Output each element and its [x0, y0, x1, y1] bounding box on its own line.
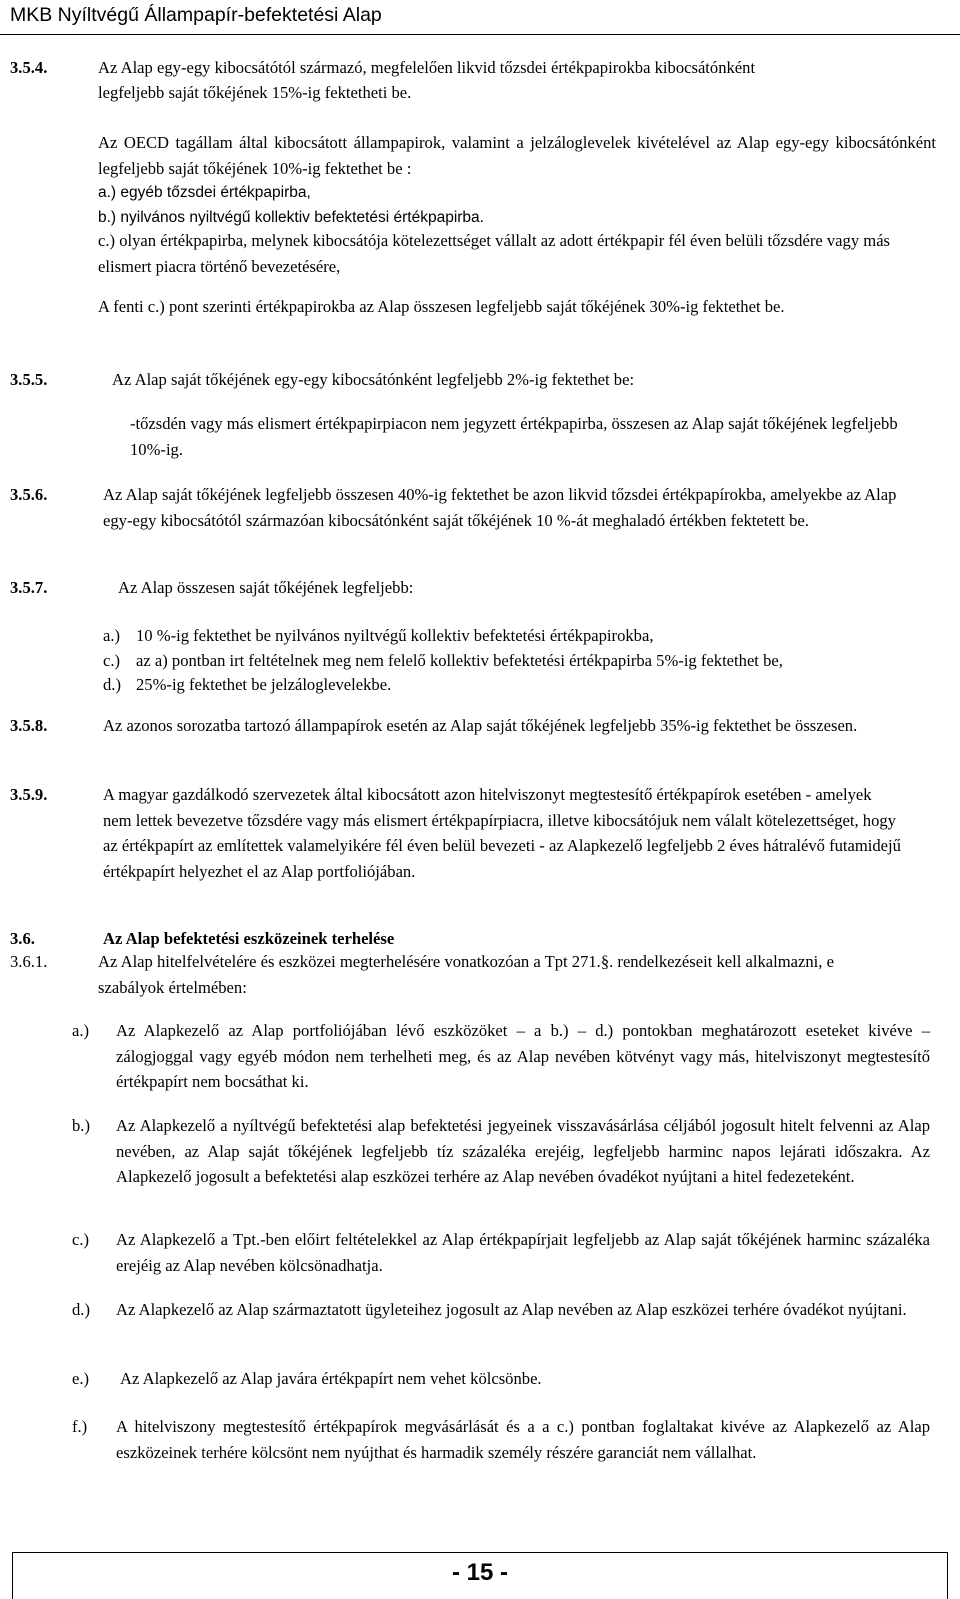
section-number-3-5-9: 3.5.9. [10, 785, 48, 804]
section-3-5-4-item-c: c.) olyan értékpapirba, melynek kibocsátója kötelezettséget vállalt az adott értékpapir fél éven belüli tőzsdére vagy más elismert piacra történő bevezetésére, [98, 231, 891, 276]
section-3-6-1-item-f-text: A hitelviszony megtestesítő értékpapírok megvásárlását és a a c.) pontban foglaltakat kivéve az Alapkezelő az Alap eszközeinek terhére kölcsönt nem nyújthat és harmadik személy részére garanciát nem vállalhat. [116, 1417, 930, 1462]
section-3-6-1-item-a-label: a.) [72, 1021, 90, 1040]
section-3-5-4-line-1: Az Alap egy-egy kibocsátótól származó, megfelelően likvid tőzsdei értékpapirokba kibocsátónként [98, 58, 756, 77]
section-3-5-7-item-c-text: az a) pontban irt feltételnek meg nem felelő kollektiv befektetési értékpapirba 5%-ig fektethet be, [136, 651, 783, 670]
page-number: - 15 - [451, 1559, 508, 1586]
section-3-5-7-item-c-label: c.) [103, 651, 121, 670]
section-3-6-1-item-c-text: Az Alapkezelő a Tpt.-ben előirt feltételekkel az Alap értékpapírjait legfeljebb az Alap saját tőkéjének harminc százaléka erejéig az Alap nevében kölcsönadhatja. [116, 1230, 930, 1275]
section-3-5-5-text: Az Alap saját tőkéjének egy-egy kibocsátónként legfeljebb 2%-ig fektethet be: [112, 370, 635, 389]
section-number-3-5-4: 3.5.4. [10, 58, 48, 77]
section-3-6-title: Az Alap befektetési eszközeinek terhelése [103, 929, 395, 948]
section-3-6-1-item-a-text: Az Alapkezelő az Alap portfoliójában lévő eszközöket – a b.) – d.) pontokban meghatározott eseteket kivéve – zálogjoggal vagy egyéb módon nem terhelheti meg, és az Alap nevében kötvényt vagy más, hitelviszonyt megtestesítő értékpapírt nem bocsáthat ki. [116, 1021, 930, 1091]
section-number-3-5-6: 3.5.6. [10, 485, 48, 504]
section-3-6-1-item-d-text: Az Alapkezelő az Alap származtatott ügyleteihez jogosult az Alap nevében az Alap eszközei terhére óvadékot nyújtani. [116, 1300, 907, 1319]
section-3-5-4-oecd-paragraph: Az OECD tagállam által kibocsátott állampapirok, valamint a jelzáloglevelek kivételével az Alap egy-egy kibocsátónként legfeljebb saját tőkéjének 10%-ig fektethet be : [98, 133, 936, 178]
section-3-6-1-item-b-text: Az Alapkezelő a nyíltvégű befektetési alap befektetési jegyeinek visszavásárlása céljából jogosult hitelt felvenni az Alap nevében, az Alap saját tőkéjének legfeljebb tíz százaléka erejéig, legfeljebb harminc napos lejárati időszakra. Az Alapkezelő jogosult a befektetési alap eszközei terhére az Alap nevében óvadékot nyújtani a hitel fedezeteként. [116, 1116, 930, 1186]
section-3-5-9-text: A magyar gazdálkodó szervezetek által kibocsátott azon hitelviszonyt megtestesítő értékpapírok esetében - amelyek nem lettek bevezetve tőzsdére vagy más elismert értékpapírpiacra, illetve kibocsátójuk nem válalt kötelezettséget, hogy az értékpapírt az említettek valamelyikére fél éven belül bevezeti - az Alapkezelő legfeljebb 2 éves hátralévő futamidejű értékpapírt helyezhet el az Alap portfoliójában. [103, 785, 901, 881]
section-3-6-1-text: Az Alap hitelfelvételére és eszközei megterhelésére vonatkozóan a Tpt 271.§. rendelkezéseit kell alkalmazni, e szabályok értelmében: [98, 952, 834, 997]
section-number-3-6-1: 3.6.1. [10, 952, 48, 971]
section-3-6-1-item-c-label: c.) [72, 1230, 90, 1249]
section-3-6-1-item-e-label: e.) [72, 1369, 90, 1388]
section-3-5-4-line-2: legfeljebb saját tőkéjének 15%-ig fektetheti be. [98, 83, 412, 102]
section-3-6-1-item-f-label: f.) [72, 1417, 88, 1436]
section-3-5-4-item-b: b.) nyilvános nyiltvégű kollektiv befektetési értékpapirba. [98, 209, 484, 226]
section-3-5-7-item-a-label: a.) [103, 626, 121, 645]
section-3-5-6-text: Az Alap saját tőkéjének legfeljebb összesen 40%-ig fektethet be azon likvid tőzsdei értékpapírokba, amelyekbe az Alap egy-egy kibocsátótól származóan kibocsátónként saját tőkéjének 10 %-át meghaladó értékben fektetett be. [103, 485, 897, 530]
section-3-5-7-item-a-text: 10 %-ig fektethet be nyilvános nyiltvégű kollektiv befektetési értékpapirokba, [136, 626, 654, 645]
page-header-title: MKB Nyíltvégű Állampapír-befektetési Alap [10, 4, 382, 26]
section-3-5-8-text: Az azonos sorozatba tartozó állampapírok esetén az Alap saját tőkéjének legfeljebb 35%-ig fektethet be összesen. [103, 716, 858, 735]
section-number-3-5-5: 3.5.5. [10, 370, 48, 389]
section-3-6-1-item-e-text: Az Alapkezelő az Alap javára értékpapírt nem vehet kölcsönbe. [120, 1369, 542, 1388]
section-3-6-1-item-b-label: b.) [72, 1116, 90, 1135]
section-3-5-7-item-d-label: d.) [103, 675, 121, 694]
section-number-3-6: 3.6. [10, 929, 35, 948]
section-number-3-5-8: 3.5.8. [10, 716, 48, 735]
header-rule [0, 34, 960, 35]
section-3-5-5-sub: -tőzsdén vagy más elismert értékpapirpiacon nem jegyzett értékpapirba, összesen az Alap saját tőkéjének legfeljebb 10%-ig. [130, 414, 898, 459]
section-3-5-7-text: Az Alap összesen saját tőkéjének legfeljebb: [118, 578, 414, 597]
section-3-5-4-item-a: a.) egyéb tőzsdei értékpapirba, [98, 184, 311, 201]
section-3-5-4-fenti: A fenti c.) pont szerinti értékpapirokba az Alap összesen legfeljebb saját tőkéjének 30%-ig fektethet be. [98, 297, 785, 316]
section-number-3-5-7: 3.5.7. [10, 578, 48, 597]
section-3-5-7-item-d-text: 25%-ig fektethet be jelzáloglevelekbe. [136, 675, 392, 694]
section-3-6-1-item-d-label: d.) [72, 1300, 90, 1319]
